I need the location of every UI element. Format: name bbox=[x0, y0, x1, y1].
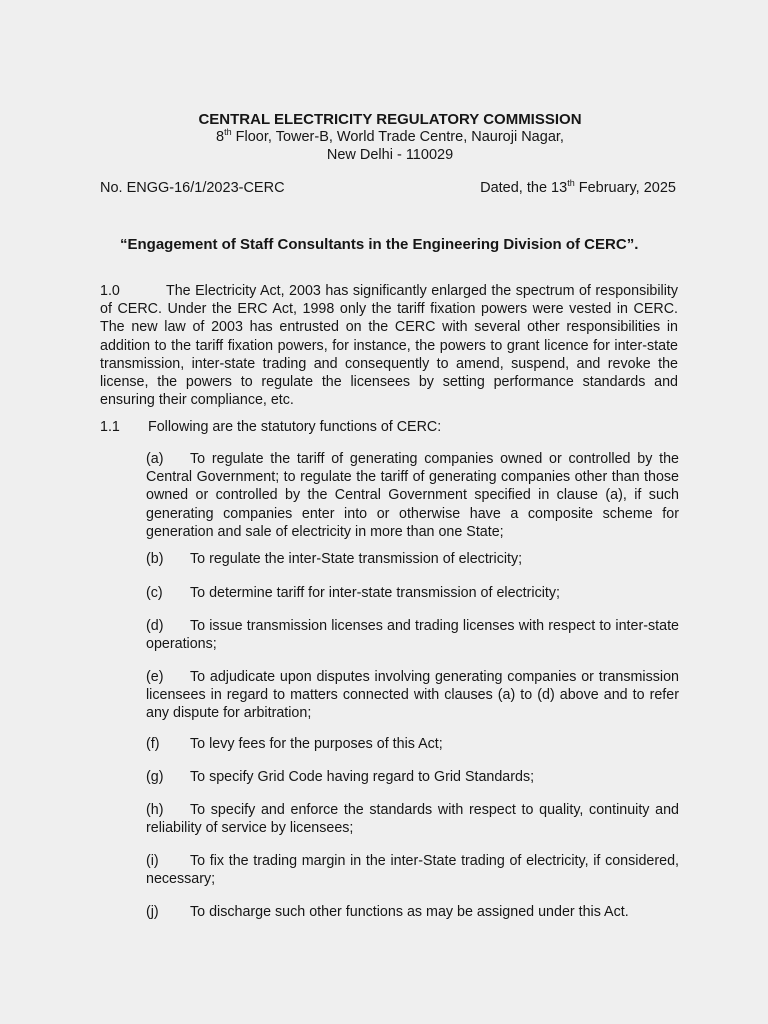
function-item-c bbox=[146, 584, 679, 602]
function-text: To specify Grid Code having regard to Grid Standards; bbox=[190, 769, 535, 785]
date-prefix: Dated, the 13 bbox=[480, 180, 568, 196]
function-item-f bbox=[146, 735, 679, 753]
subject-title: “Engagement of Staff Consultants in the Engineering Division of CERC”. bbox=[120, 236, 639, 253]
function-text: To discharge such other functions as may be assigned under this Act. bbox=[190, 904, 629, 920]
function-item-e bbox=[146, 668, 679, 723]
paragraph-text: Following are the statutory functions of CERC: bbox=[148, 419, 442, 435]
function-text: To adjudicate upon disputes involving generating companies or transmission licensees in regard to matters connected with clauses (a) to (d) above and to refer any dispute for arbitration; bbox=[146, 669, 679, 722]
function-label: (i) bbox=[146, 853, 159, 869]
function-text: To levy fees for the purposes of this Act; bbox=[190, 736, 443, 752]
function-label: (d) bbox=[146, 618, 164, 634]
function-label: (b) bbox=[146, 551, 164, 567]
function-item-h bbox=[146, 801, 679, 837]
function-label: (c) bbox=[146, 585, 163, 601]
address-line-1 bbox=[6, 129, 768, 145]
address-floor-superscript: th bbox=[224, 127, 232, 138]
function-item-g bbox=[146, 768, 679, 786]
function-label: (e) bbox=[146, 669, 164, 685]
reference-number: No. ENGG-16/1/2023-CERC bbox=[100, 180, 285, 196]
function-item-j bbox=[146, 903, 679, 921]
address-floor-number: 8 bbox=[216, 129, 225, 145]
paragraph-text: The Electricity Act, 2003 has significantly enlarged the spectrum of responsibility of CERC. Under the ERC Act, 1998 only the tariff fixation powers were vested in CERC. The new law of 2003 has entrusted on the CERC with several other responsibilities in addition to the tariff fixation powers, for instance, the powers to grant licence for inter-state transmission, inter-state trading and consequently to amend, suspend, and revoke the license, the powers to regulate the licensees by setting performance standards and ensuring their compliance, etc. bbox=[100, 283, 678, 409]
function-text: To fix the trading margin in the inter-State trading of electricity, if considered, necessary; bbox=[146, 853, 679, 888]
document-date bbox=[480, 180, 676, 196]
function-label: (g) bbox=[146, 769, 164, 785]
function-item-d bbox=[146, 617, 679, 653]
function-label: (a) bbox=[146, 451, 164, 467]
paragraph-1-1 bbox=[100, 418, 678, 436]
function-item-b bbox=[146, 550, 679, 568]
function-label: (f) bbox=[146, 736, 160, 752]
date-superscript: th bbox=[567, 178, 575, 189]
address-line-1-text: Floor, Tower-B, World Trade Centre, Nauroji Nagar, bbox=[231, 129, 564, 145]
date-suffix: February, 2025 bbox=[574, 180, 676, 196]
function-label: (h) bbox=[146, 802, 164, 818]
paragraph-1-0 bbox=[100, 282, 678, 409]
function-text: To specify and enforce the standards with respect to quality, continuity and reliability of service by licensees; bbox=[146, 802, 679, 837]
function-text: To regulate the inter-State transmission of electricity; bbox=[190, 551, 523, 567]
function-label: (j) bbox=[146, 904, 159, 920]
paragraph-number: 1.1 bbox=[100, 419, 120, 435]
function-item-i bbox=[146, 852, 679, 888]
paragraph-number: 1.0 bbox=[100, 283, 120, 299]
function-text: To regulate the tariff of generating companies owned or controlled by the Central Government; to regulate the tariff of generating companies other than those owned or controlled by the Central Government specified in clause (a), if such generating companies enter into or otherwise have a composite scheme for generation and sale of electricity in more than one State; bbox=[146, 451, 679, 540]
function-text: To determine tariff for inter-state transmission of electricity; bbox=[190, 585, 561, 601]
function-item-a bbox=[146, 450, 679, 541]
function-text: To issue transmission licenses and trading licenses with respect to inter-state operations; bbox=[146, 618, 679, 653]
organization-name: CENTRAL ELECTRICITY REGULATORY COMMISSION bbox=[198, 111, 582, 128]
address-line-2: New Delhi - 110029 bbox=[326, 147, 454, 163]
